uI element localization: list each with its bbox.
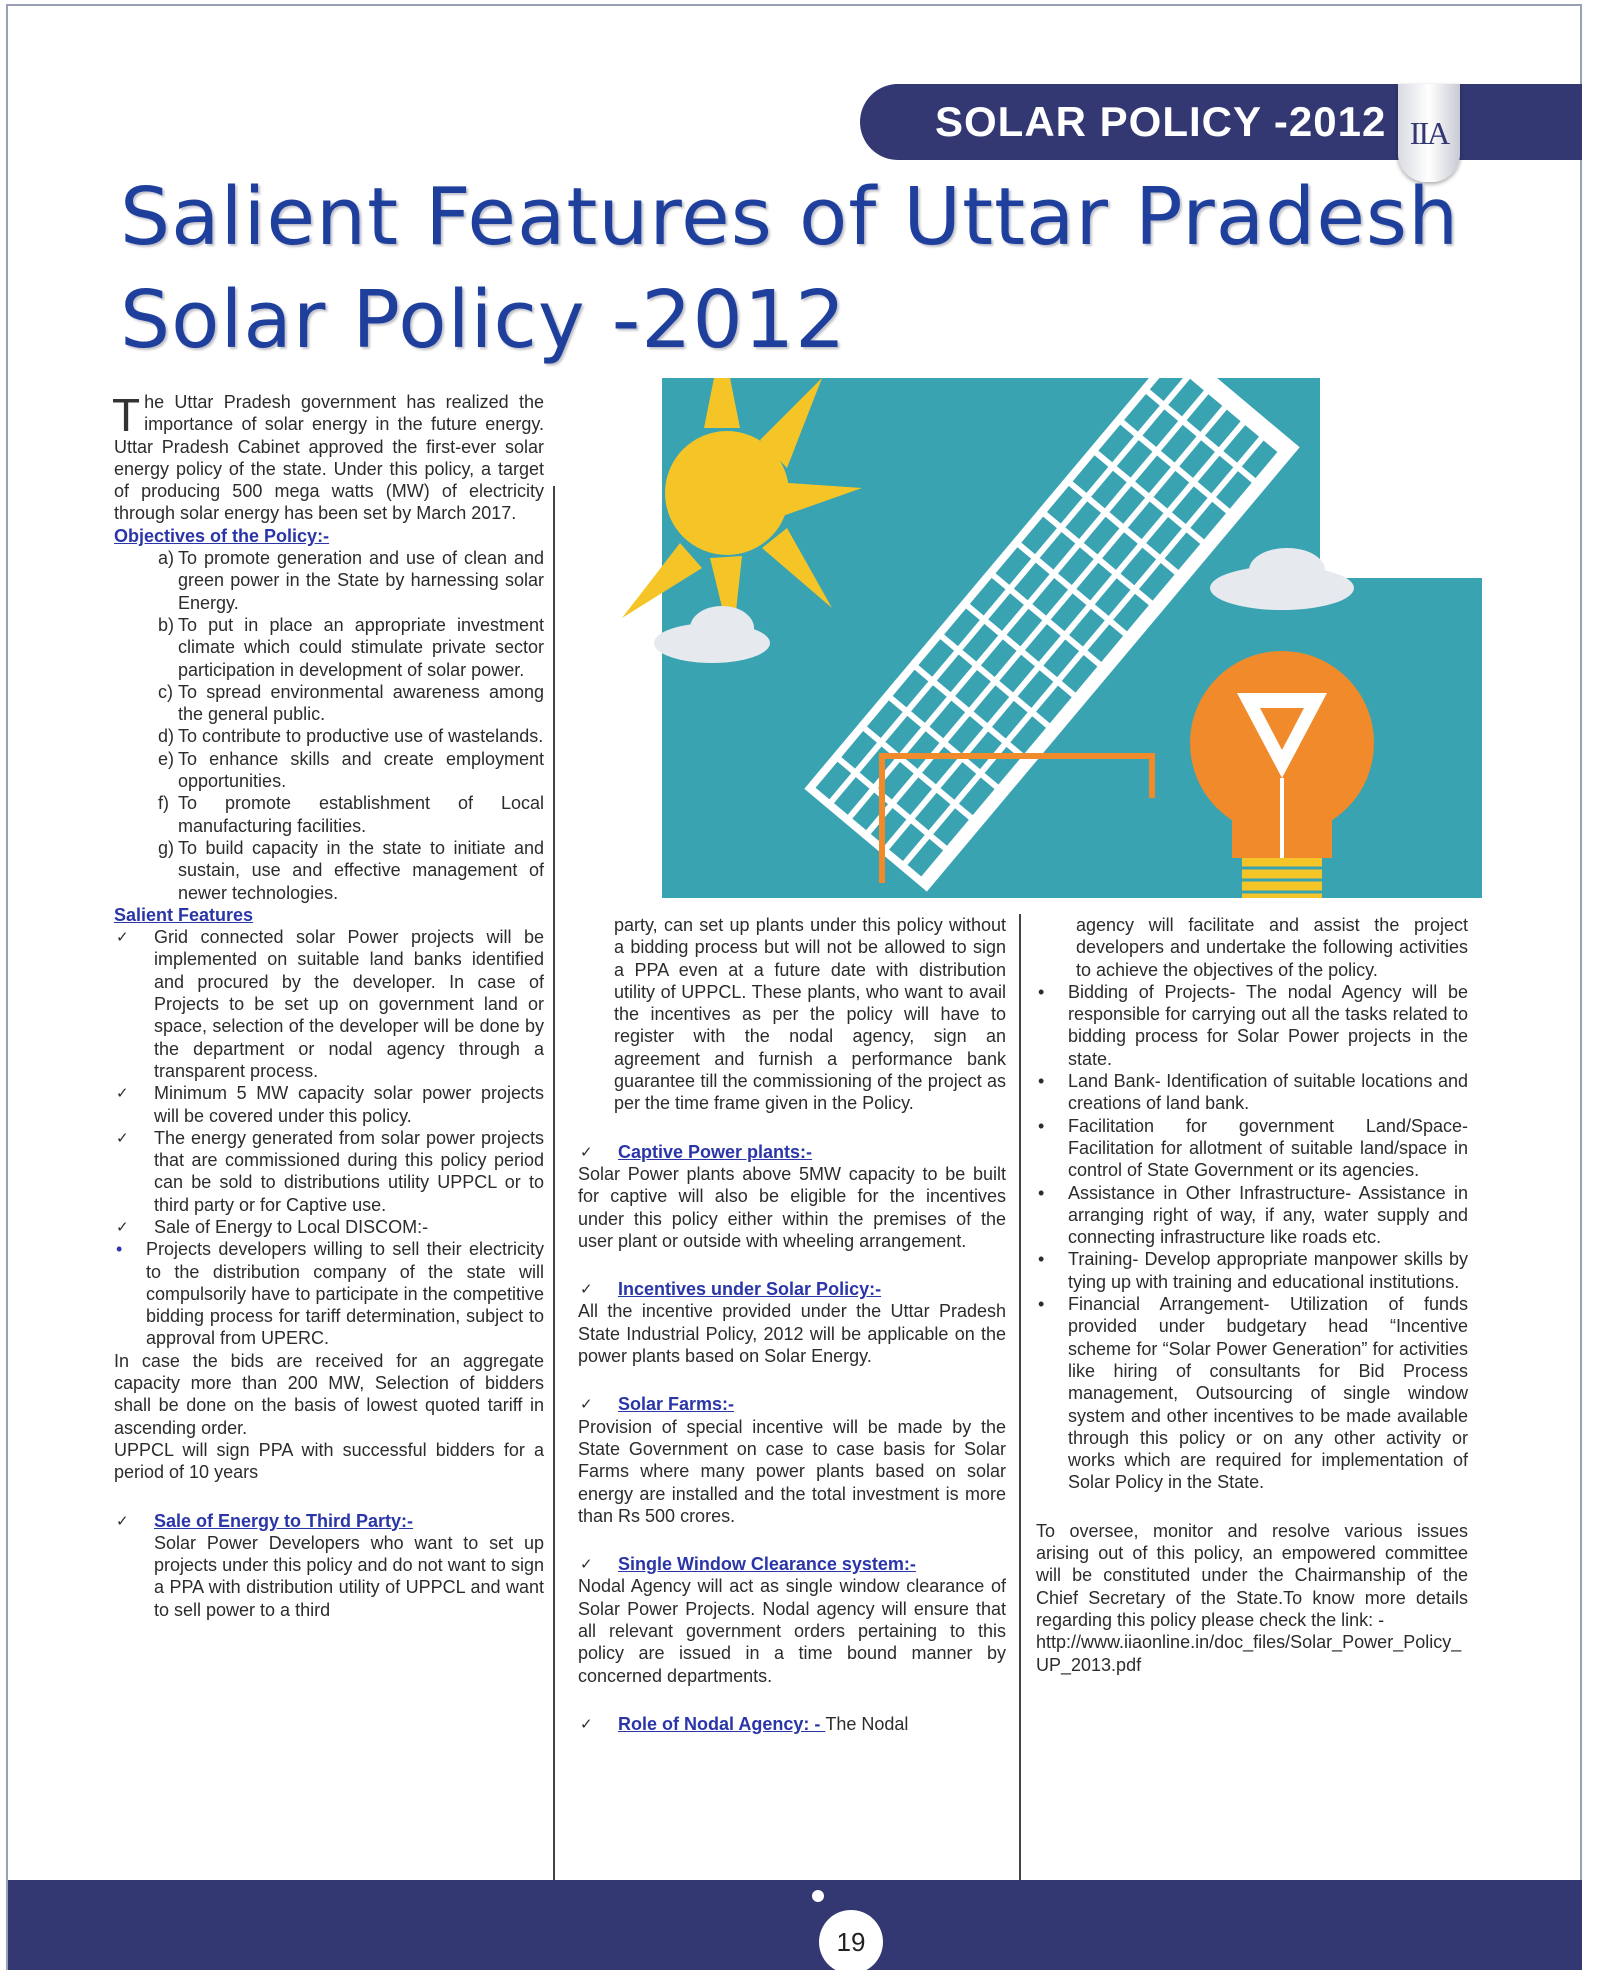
checkmark-icon: ✓ [116, 1217, 129, 1236]
checkmark-icon: ✓ [580, 1395, 593, 1414]
objective-text: To put in place an appropriate investment climate which could stimulate private sector participation in development of solar power. [178, 614, 544, 680]
closing-paragraph: To oversee, monitor and resolve various issues arising out of this policy, an empowered committee will be constituted under the Chairmanship of the Chief Secretary of the State.To know more details regarding this policy please check the link: - [1036, 1520, 1468, 1630]
captive-heading: Captive Power plants:- [618, 1141, 813, 1162]
objective-item [114, 614, 544, 681]
activity-text: Assistance in Other Infrastructure- Assistance in arranging right of way, if any, water supply and connecting infrastructure like roads etc. [1068, 1182, 1468, 1248]
objective-item [114, 837, 544, 904]
checkmark-icon: ✓ [580, 1142, 593, 1161]
section-title: SOLAR POLICY -2012 [935, 98, 1387, 145]
nodal-heading: Role of Nodal Agency: - [618, 1713, 826, 1734]
article-column-1 [114, 391, 544, 1621]
third-party-heading-row [114, 1510, 544, 1532]
objective-item [114, 681, 544, 726]
feature-text: The energy generated from solar power projects that are commissioned during this policy period can be sold to distributions utility UPPCL or to third party or for Captive use. [154, 1127, 544, 1215]
iia-logo: IIA [1409, 115, 1449, 151]
bullet-icon: • [1038, 1294, 1045, 1315]
objective-letter: e) [158, 748, 175, 769]
objective-letter: g) [158, 837, 175, 858]
captive-text: Solar Power plants above 5MW capacity to be built for captive will also be eligible for the incentives under this policy either within the premises of the user plant or outside with wheeling arrangement. [578, 1163, 1006, 1251]
feature-text: Grid connected solar Power projects will be implemented on suitable land banks identified and procured by the developer. In case of Projects to be set up on government land or space, selection of the developer will be done by the department or nodal agency through a transparent process. [154, 927, 544, 1081]
activity-item [1036, 981, 1468, 1070]
objectives-heading: Objectives of the Policy:- [114, 525, 330, 546]
column-divider [553, 486, 555, 1880]
bids-paragraph: In case the bids are received for an aggregate capacity more than 200 MW, Selection of bidders shall be done on the basis of lowest quoted tariff in ascending order. [114, 1350, 544, 1438]
headline-line-1: Salient Features of Uttar Pradesh [120, 171, 1460, 263]
feature-text: Minimum 5 MW capacity solar power projects will be covered under this policy. [154, 1083, 544, 1126]
article-column-2 [578, 914, 1006, 1735]
farms-heading-row [578, 1393, 1006, 1415]
activity-item [1036, 1115, 1468, 1182]
incentives-heading-row [578, 1278, 1006, 1300]
objective-letter: b) [158, 614, 175, 635]
activity-text: Financial Arrangement- Utilization of funds provided under budgetary head “Incentive scheme for “Solar Power Generation” for activities like hiring of consultants for Bid Process management, Outsourcing of single window system and other incentives to be made available through this policy or on any other activity or works which are required for implementation of Solar Policy in the State. [1068, 1294, 1468, 1493]
headline-line-2: Solar Policy -2012 [120, 274, 847, 366]
objective-text: To contribute to productive use of wastelands. [178, 726, 544, 747]
column-divider-2 [1019, 914, 1021, 1880]
policy-link[interactable]: http://www.iiaonline.in/doc_files/Solar_Power_Policy_UP_2013.pdf [1036, 1632, 1462, 1675]
intro-text: he Uttar Pradesh government has realized the importance of solar energy in the future energy. Uttar Pradesh Cabinet approved the first-ever solar energy policy of the state. Under this policy, a target of producing 500 mega watts (MW) of electricity through solar energy has been set by March 2017. [114, 392, 544, 524]
activity-item [1036, 1293, 1468, 1494]
objective-letter: a) [158, 548, 175, 569]
bullet-icon: • [1038, 1182, 1045, 1203]
third-party-continued: party, can set up plants under this policy without a bidding process but will not be allowed to sign a PPA even at a future date with distribution utility of UPPCL. These plants, who want to avail the incentives as per the policy will have to register with the nodal agency, sign an agreement and furnish a performance bank guarantee till the commissioning of the project as per the time frame given in the Policy. [614, 915, 1006, 1114]
footer-dot [812, 1890, 824, 1902]
activity-item [1036, 1182, 1468, 1249]
checkmark-icon: ✓ [580, 1714, 593, 1733]
page-number: 19 [819, 1910, 883, 1974]
activity-text: Bidding of Projects- The nodal Agency will be responsible for carrying out all the tasks related to bidding process for Solar Power projects in the state. [1068, 981, 1468, 1069]
bullet-icon: • [1038, 1249, 1045, 1270]
window-heading-row [578, 1553, 1006, 1575]
objective-letter: c) [158, 681, 173, 702]
objective-text: To promote establishment of Local manufacturing facilities. [178, 793, 544, 836]
bullet-icon: • [116, 1239, 123, 1260]
feature-item [114, 1216, 544, 1238]
activity-text: Training- Develop appropriate manpower skills by tying up with training and educational institutions. [1068, 1249, 1468, 1292]
solar-illustration [592, 378, 1482, 898]
feature-item [114, 1127, 544, 1216]
captive-heading-row [578, 1141, 1006, 1163]
salient-features-heading: Salient Features [114, 904, 254, 925]
objective-text: To enhance skills and create employment opportunities. [178, 748, 544, 792]
footer-bar [8, 1880, 1582, 1970]
incentives-heading: Incentives under Solar Policy:- [618, 1279, 882, 1300]
bullet-icon: • [1038, 981, 1045, 1002]
checkmark-icon: ✓ [116, 1128, 129, 1147]
objective-letter: d) [158, 726, 175, 747]
page-headline [120, 166, 1459, 372]
nodal-continued: agency will facilitate and assist the project developers and undertake the following activities to achieve the objectives of the policy. [1076, 915, 1468, 980]
objective-item [114, 748, 544, 793]
third-party-text: Solar Power Developers who want to set up projects under this policy and do not want to sign a PPA with distribution utility of UPPCL and want to sell power to a third [154, 1532, 544, 1620]
checkmark-icon: ✓ [116, 1511, 129, 1530]
discom-bullet [114, 1238, 544, 1349]
feature-item [114, 1082, 544, 1127]
objective-text: To build capacity in the state to initiate and sustain, use and effective management of newer technologies. [178, 837, 544, 903]
bullet-icon: • [1038, 1071, 1045, 1092]
objective-text: To spread environmental awareness among the general public. [178, 681, 544, 725]
activity-item [1036, 1248, 1468, 1293]
checkmark-icon: ✓ [116, 928, 129, 947]
window-heading: Single Window Clearance system:- [618, 1554, 916, 1575]
nodal-text: The Nodal [825, 1713, 909, 1734]
activity-item [1036, 1070, 1468, 1115]
activity-text: Facilitation for government Land/Space- Facilitation for allotment of suitable land/space in control of State Government or its agencies. [1068, 1115, 1468, 1181]
farms-text: Provision of special incentive will be made by the State Government on case to case basis for Solar Farms where many power plants based on solar energy are installed and the total investment is more than Rs 500 crores. [578, 1416, 1006, 1526]
uppcl-paragraph: UPPCL will sign PPA with successful bidders for a period of 10 years [114, 1439, 544, 1483]
bullet-icon: • [1038, 1115, 1045, 1136]
objective-item [114, 547, 544, 614]
checkmark-icon: ✓ [116, 1084, 129, 1103]
checkmark-icon: ✓ [580, 1280, 593, 1299]
solar-illustration-svg [592, 378, 1482, 898]
farms-heading: Solar Farms:- [618, 1394, 735, 1415]
checkmark-icon: ✓ [580, 1555, 593, 1574]
objective-item [114, 725, 544, 747]
activity-text: Land Bank- Identification of suitable locations and creations of land bank. [1068, 1071, 1468, 1114]
feature-text: Sale of Energy to Local DISCOM:- [154, 1216, 429, 1237]
article-column-3 [1036, 914, 1468, 1676]
objective-item [114, 792, 544, 837]
objective-letter: f) [158, 793, 169, 814]
third-party-heading: Sale of Energy to Third Party:- [154, 1510, 414, 1531]
nodal-heading-row [578, 1713, 1006, 1735]
discom-text: Projects developers willing to sell their electricity to the distribution company of the state will compulsorily have to participate in the competitive bidding process for tariff determination, subject to approval from UPERC. [146, 1239, 544, 1349]
intro-paragraph [114, 391, 544, 525]
feature-item [114, 926, 544, 1082]
objective-text: To promote generation and use of clean and green power in the State by harnessing solar Energy. [178, 548, 544, 613]
window-text: Nodal Agency will act as single window clearance of Solar Power Projects. Nodal agency will ensure that all relevant government orders pertaining to this policy are issued in a time bound manner by concerned departments. [578, 1576, 1006, 1686]
drop-cap: T [112, 389, 141, 441]
incentives-text: All the incentive provided under the Uttar Pradesh State Industrial Policy, 2012 will be applicable on the power plants based on Solar Energy. [578, 1301, 1006, 1367]
